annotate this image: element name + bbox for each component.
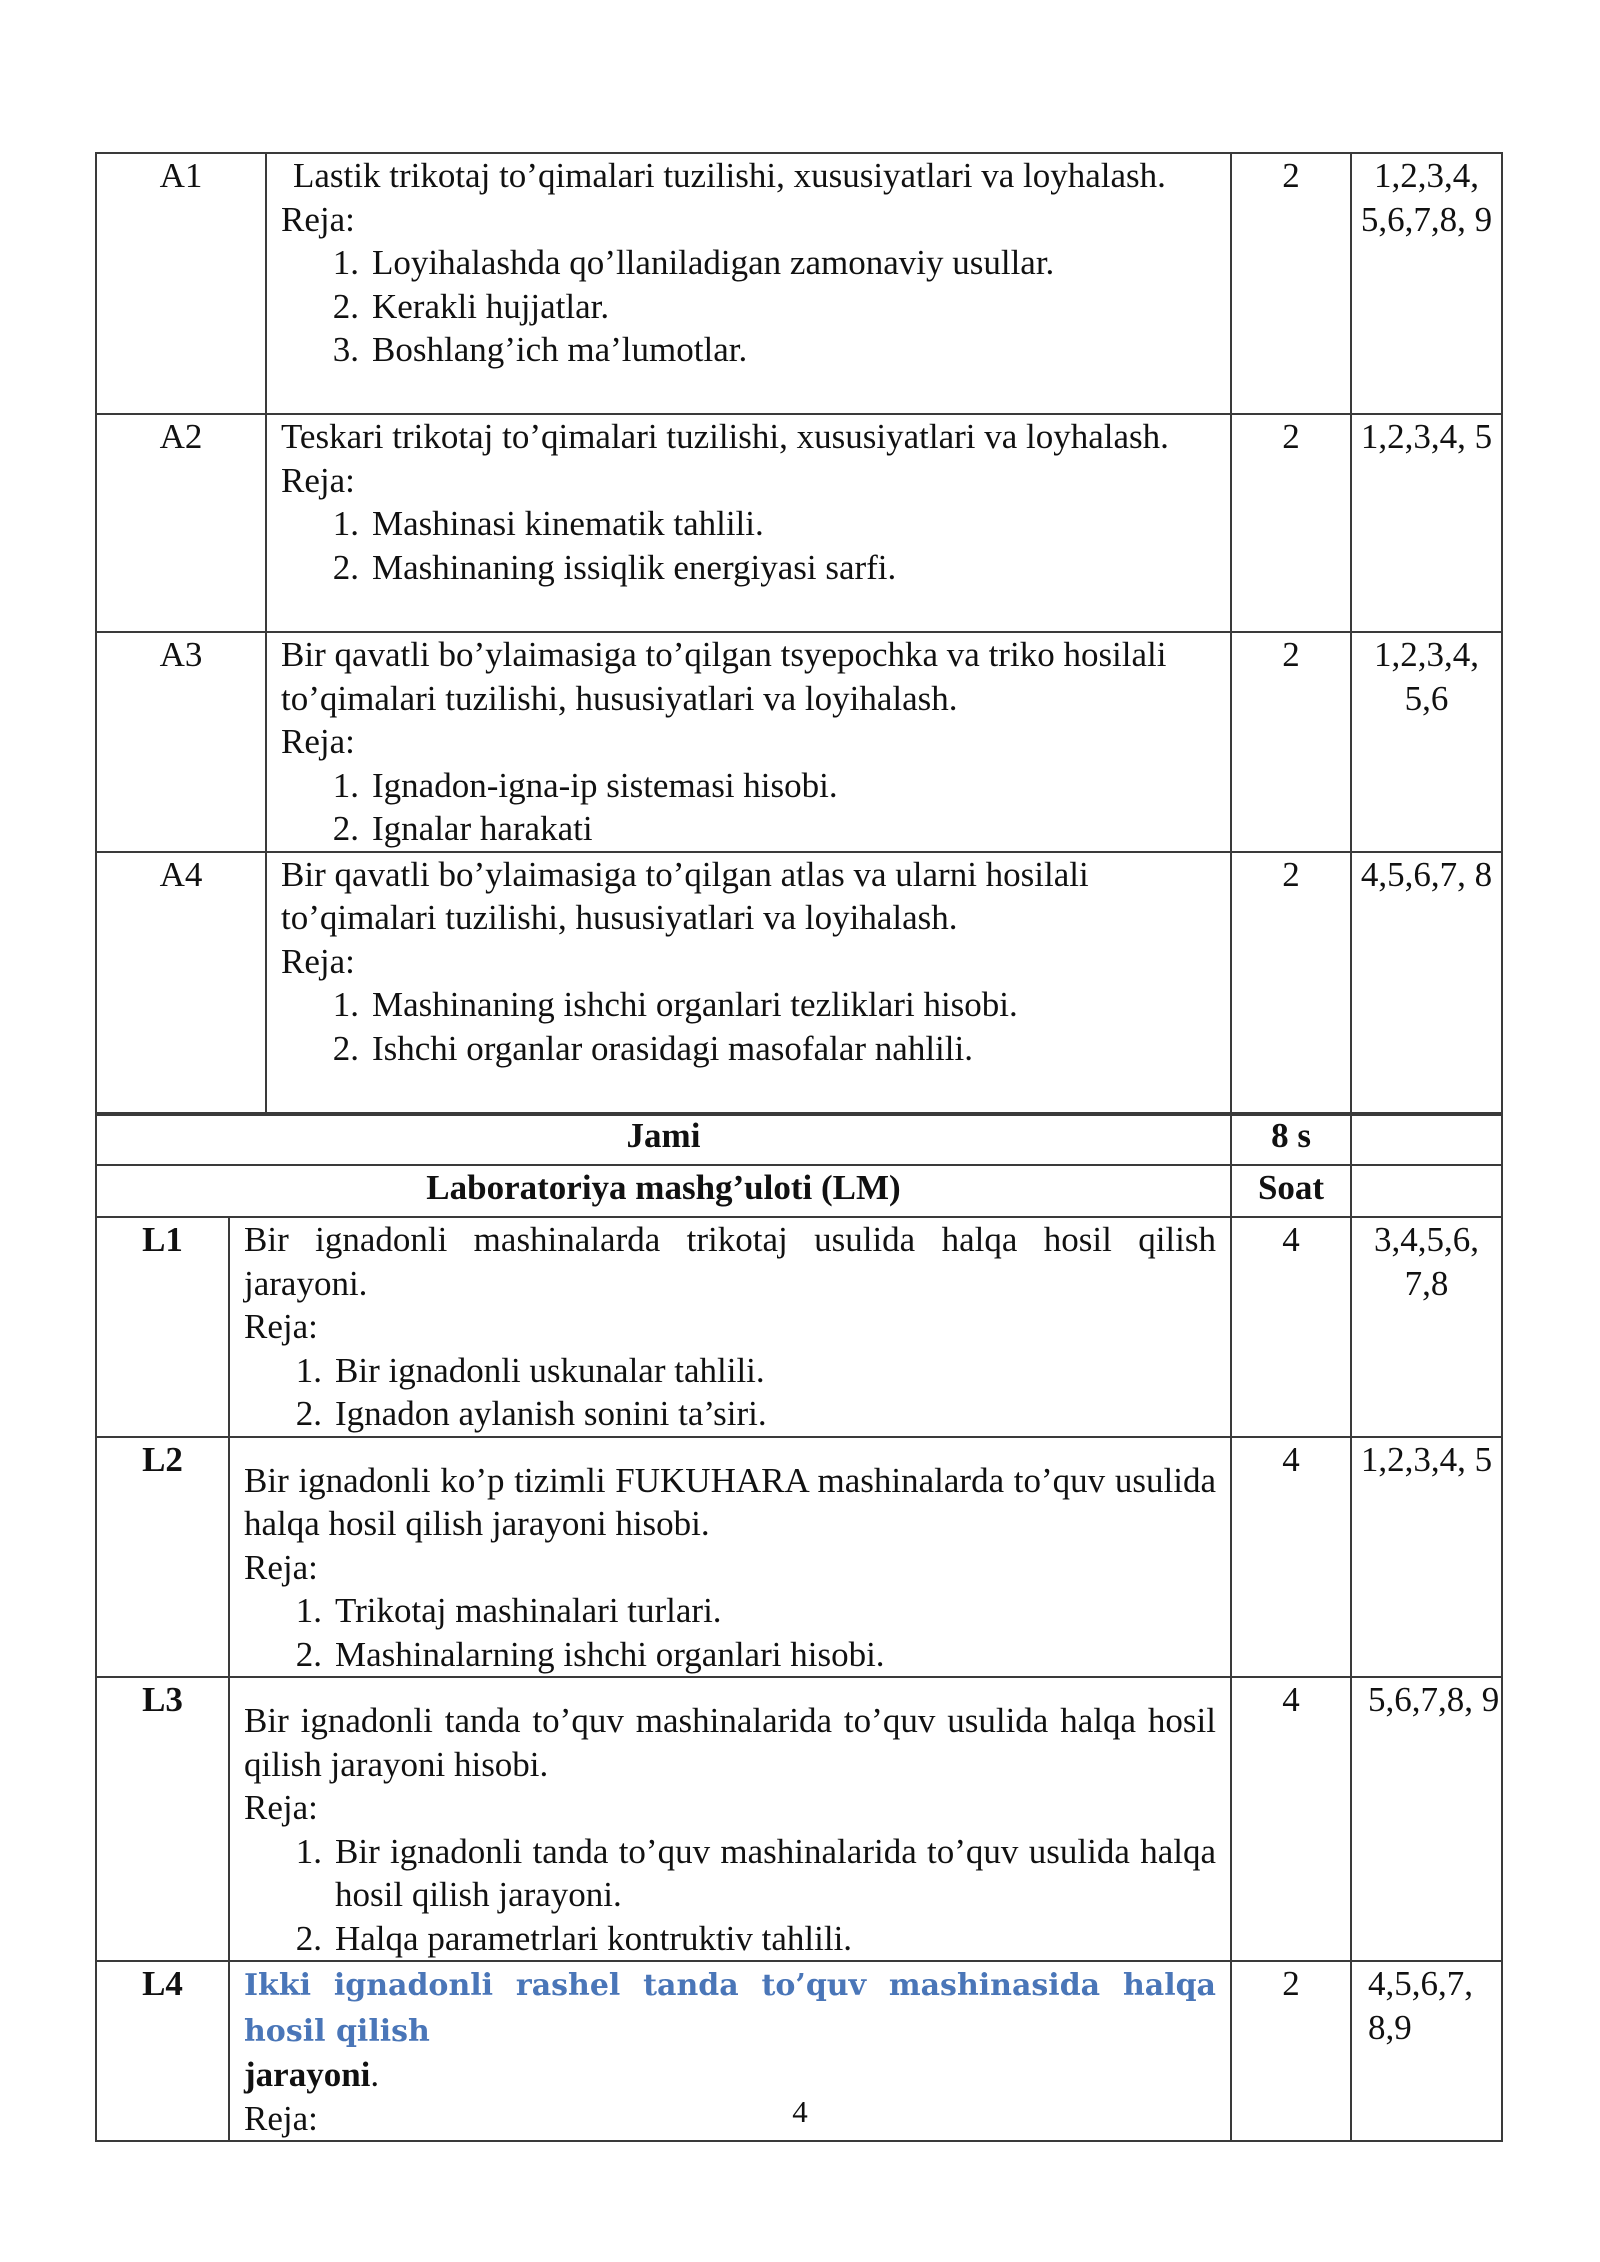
plan-list	[244, 1589, 1216, 1676]
topic-title-highlight: Ikki ignadonli rashel tanda to’quv mashinasida halqa hosil qilish	[244, 1968, 1216, 2049]
plan-label: Reja:	[281, 722, 355, 761]
list-item: 3. Boshlang’ich ma’lumotlar.	[332, 330, 748, 369]
plan-list	[244, 1830, 1216, 1961]
topic-title: Lastik trikotaj to’qimalari tuzilishi, xususiyatlari va loyhalash.	[293, 156, 1166, 195]
table-row	[96, 153, 1502, 414]
list-item: 2. Ishchi organlar orasidagi masofalar nahlili.	[332, 1028, 973, 1068]
row-topic	[229, 1437, 1231, 1678]
list-item: 2. Ignalar harakati	[332, 809, 593, 848]
list-item: 1. Mashinasi kinematik tahlili.	[332, 504, 764, 543]
plan-label: Reja:	[281, 199, 355, 239]
row-hours: 2	[1231, 632, 1351, 852]
plan-list	[281, 764, 1222, 851]
row-topic	[266, 852, 1231, 1115]
list-item: 1. Ignadon-igna-ip sistemasi hisobi.	[332, 765, 838, 805]
list-item: 2. Halqa parametrlari kontruktiv tahlili.	[295, 1918, 853, 1958]
row-literature: 1,2,3,4, 5	[1351, 1437, 1502, 1678]
total-hours: 8 s	[1231, 1113, 1351, 1165]
lecture-table	[95, 152, 1503, 1116]
topic-title-bold: jarayoni	[244, 2055, 371, 2094]
topic-title: Bir qavatli bo’ylaimasiga to’qilgan tsyepochka va triko hosilali to’qimalari tuzilishi, hususiyatlari va loyihalash.	[281, 635, 1167, 718]
list-item: 1. Bir ignadonli tanda to’quv mashinalarida to’quv usulida halqa hosil qilish jarayoni.	[295, 1831, 1216, 1914]
total-literature-empty	[1351, 1113, 1502, 1165]
row-literature: 3,4,5,6, 7,8	[1351, 1217, 1502, 1437]
row-hours: 4	[1231, 1437, 1351, 1678]
row-topic	[266, 414, 1231, 632]
list-item: 2. Kerakli hujjatlar.	[332, 286, 610, 326]
row-topic	[266, 632, 1231, 852]
row-topic	[229, 1217, 1231, 1437]
topic-title-end: .	[370, 2055, 380, 2094]
row-hours: 2	[1231, 414, 1351, 632]
plan-label: Reja:	[244, 1547, 318, 1587]
row-literature: 1,2,3,4, 5,6	[1351, 632, 1502, 852]
plan-list	[281, 502, 1222, 589]
row-code: L2	[96, 1437, 229, 1678]
row-code: L4	[96, 1961, 229, 2141]
row-hours: 2	[1231, 153, 1351, 414]
list-item: 2. Ignadon aylanish sonini ta’siri.	[295, 1394, 767, 1433]
lab-table	[95, 1216, 1503, 2142]
total-table	[95, 1112, 1503, 1218]
table-row	[96, 1677, 1502, 1961]
plan-label: Reja:	[244, 1307, 318, 1346]
row-literature: 1,2,3,4, 5	[1351, 414, 1502, 632]
topic-title: Bir ignadonli ko’p tizimli FUKUHARA mashinalarda to’quv usulida halqa hosil qilish jarayoni hisobi.	[244, 1460, 1216, 1543]
table-row	[96, 414, 1502, 632]
row-topic	[266, 153, 1231, 414]
plan-label: Reja:	[281, 460, 355, 500]
topic-title: Bir ignadonli mashinalarda trikotaj usulida halqa hosil qilish jarayoni.	[244, 1220, 1216, 1303]
plan-label: Reja:	[281, 941, 355, 981]
lab-section-title: Laboratoriya mashg’uloti (LM)	[96, 1165, 1231, 1217]
list-item: 1. Mashinaning ishchi organlari tezliklari hisobi.	[332, 985, 1018, 1024]
table-row	[96, 1217, 1502, 1437]
row-literature: 1,2,3,4, 5,6,7,8, 9	[1351, 153, 1502, 414]
row-literature: 4,5,6,7, 8,9	[1351, 1961, 1502, 2141]
row-topic	[229, 1677, 1231, 1961]
list-item: 1. Bir ignadonli uskunalar tahlili.	[295, 1350, 765, 1390]
table-row	[96, 632, 1502, 852]
plan-list	[281, 241, 1222, 372]
row-hours: 2	[1231, 1961, 1351, 2141]
row-hours: 2	[1231, 852, 1351, 1115]
table-row	[96, 1437, 1502, 1678]
row-literature: 5,6,7,8, 9	[1351, 1677, 1502, 1961]
row-code: L1	[96, 1217, 229, 1437]
list-item: 2. Mashinalarning ishchi organlari hisobi.	[295, 1634, 885, 1674]
topic-title: Bir ignadonli tanda to’quv mashinalarida to’quv usulida halqa hosil qilish jarayoni hisobi.	[244, 1701, 1216, 1784]
table-row	[96, 1165, 1502, 1217]
plan-list	[244, 1349, 1216, 1436]
row-hours: 4	[1231, 1677, 1351, 1961]
topic-title: Teskari trikotaj to’qimalari tuzilishi, xususiyatlari va loyhalash.	[281, 417, 1169, 456]
topic-title: Bir qavatli bo’ylaimasiga to’qilgan atlas va ularni hosilali to’qimalari tuzilishi, hususiyatlari va loyihalash.	[281, 854, 1089, 937]
plan-list	[281, 983, 1222, 1070]
row-code: A3	[96, 632, 266, 852]
list-item: 2. Mashinaning issiqlik energiyasi sarfi.	[332, 547, 897, 587]
page-number: 4	[792, 2094, 808, 2129]
row-hours: 4	[1231, 1217, 1351, 1437]
row-code: A2	[96, 414, 266, 632]
table-row	[96, 852, 1502, 1115]
lab-literature-empty	[1351, 1165, 1502, 1217]
list-item: 1. Trikotaj mashinalari turlari.	[295, 1591, 722, 1630]
table-row	[96, 1113, 1502, 1165]
lab-hours-header: Soat	[1231, 1165, 1351, 1217]
total-label: Jami	[96, 1113, 1231, 1165]
plan-label: Reja:	[244, 2098, 318, 2138]
list-item: 1. Loyihalashda qo’llaniladigan zamonaviy usullar.	[332, 243, 1055, 282]
row-literature: 4,5,6,7, 8	[1351, 852, 1502, 1115]
row-code: A1	[96, 153, 266, 414]
row-code: A4	[96, 852, 266, 1115]
row-code: L3	[96, 1677, 229, 1961]
plan-label: Reja:	[244, 1788, 318, 1827]
